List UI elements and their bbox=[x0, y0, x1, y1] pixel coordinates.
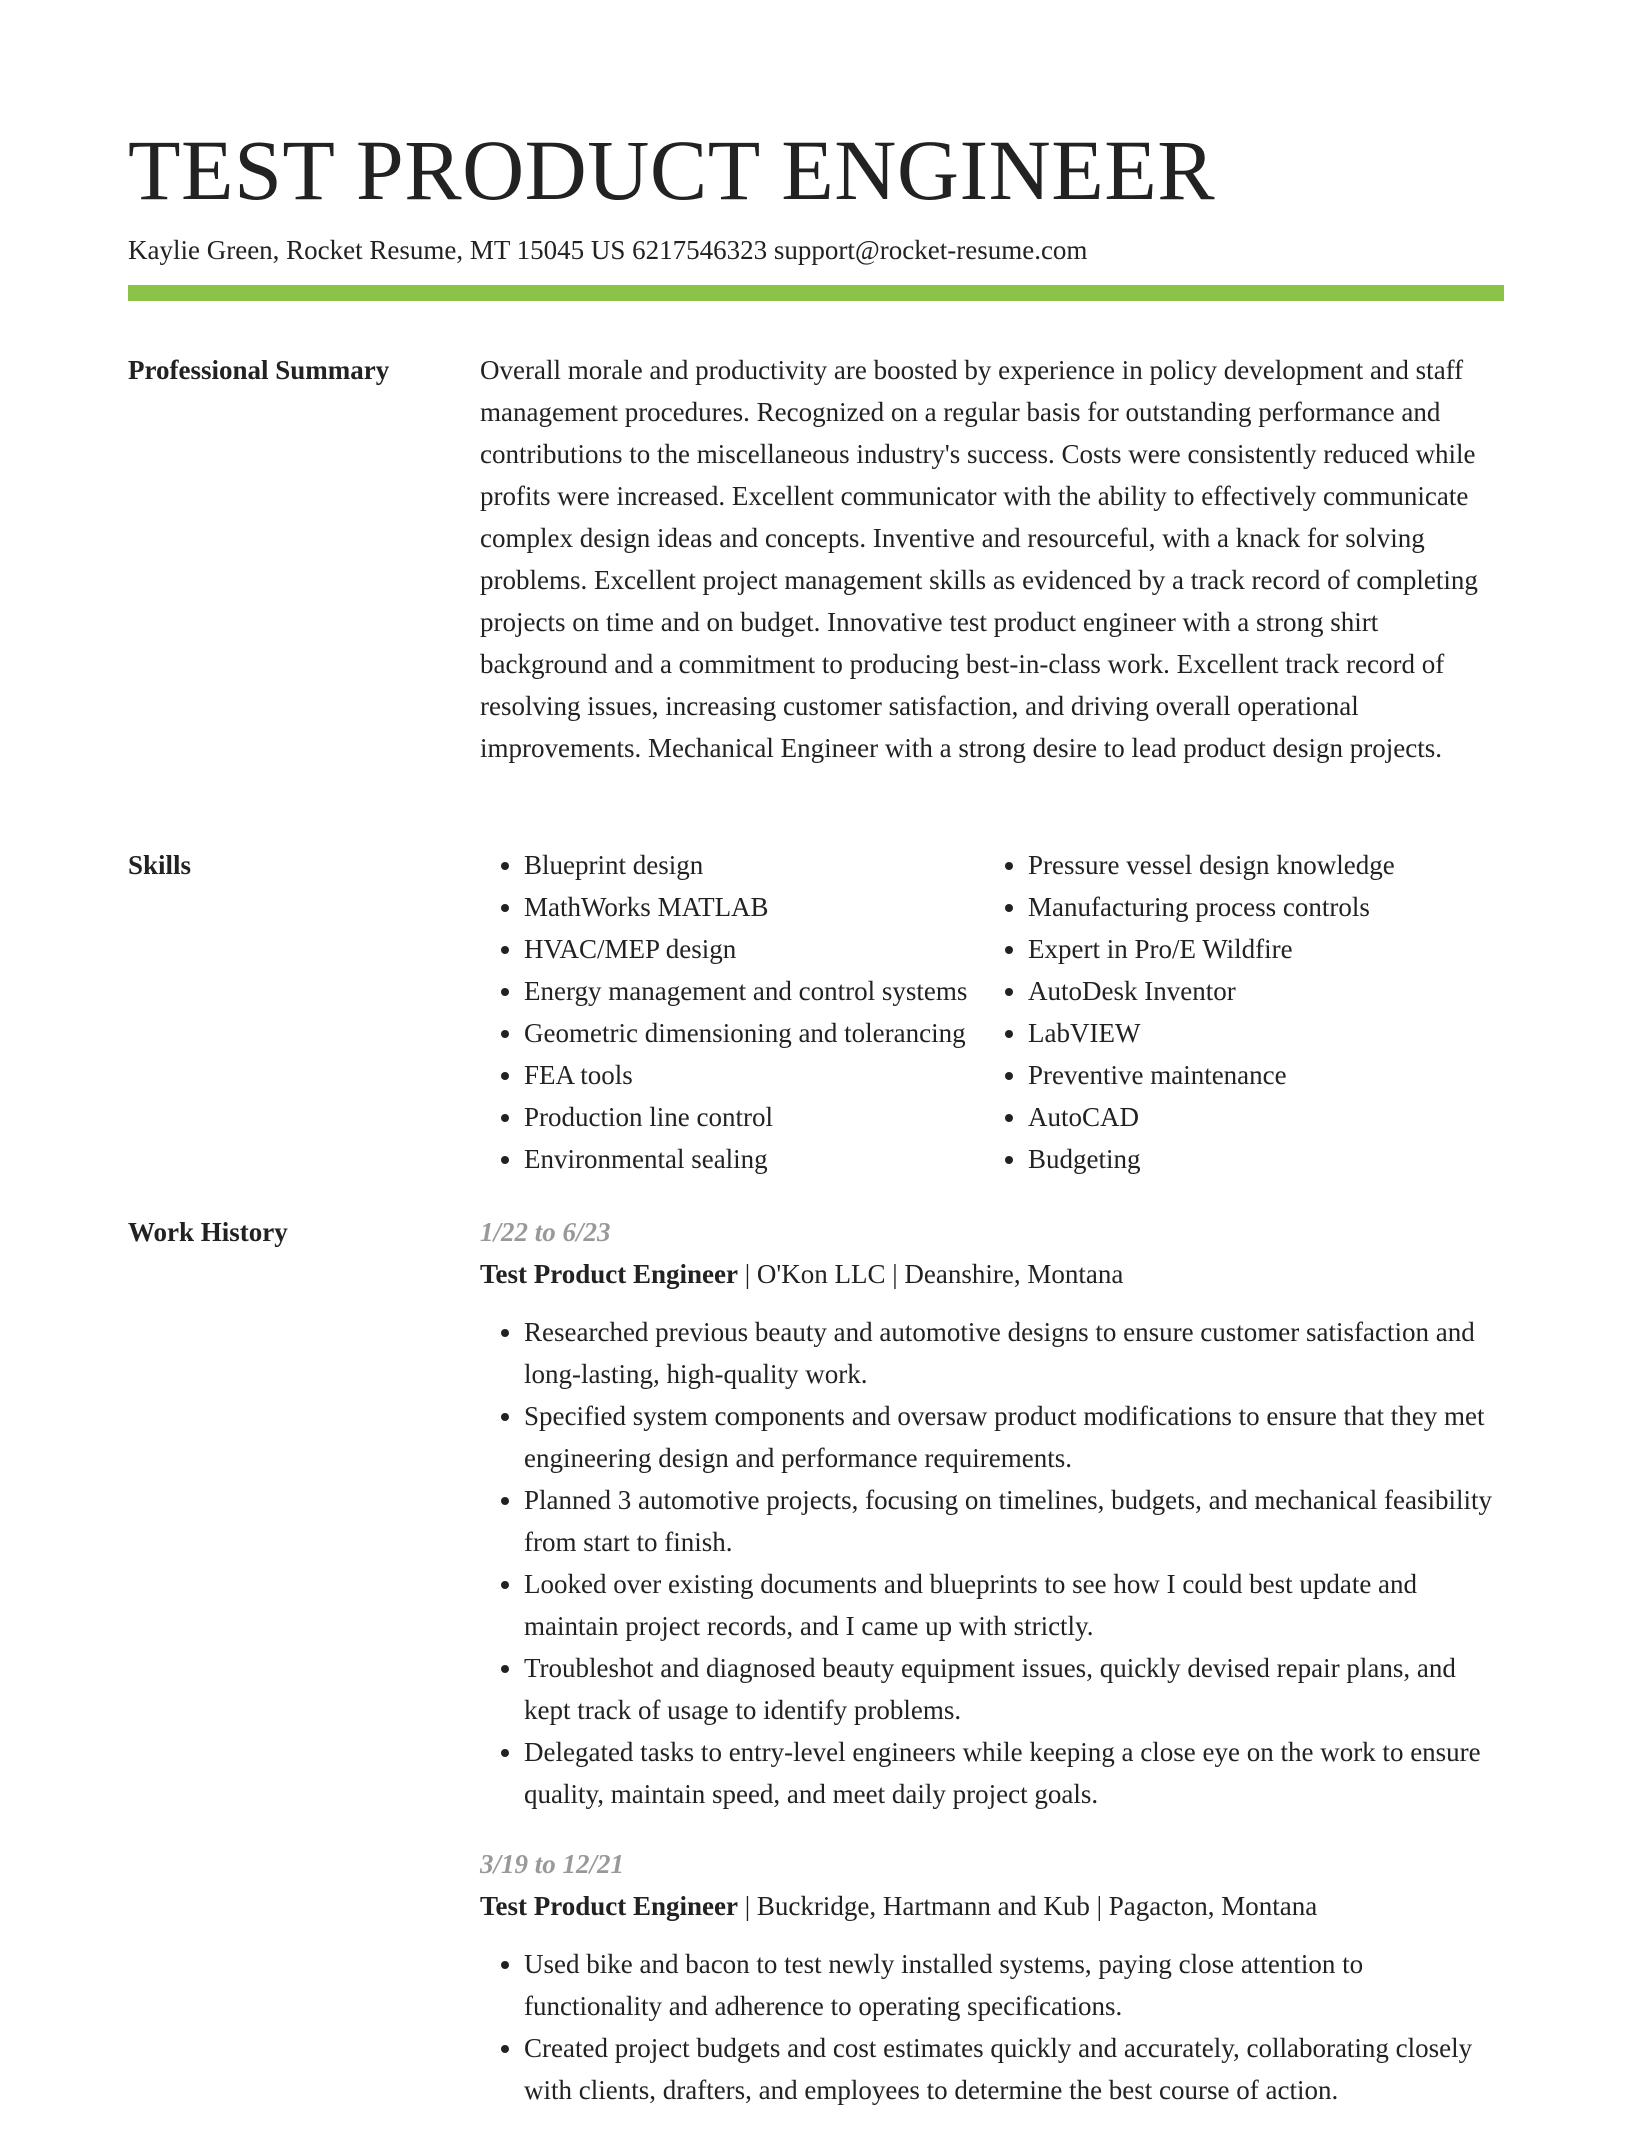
skill-item: • AutoDesk Inventor bbox=[1028, 970, 1488, 1012]
skills-columns bbox=[480, 844, 1504, 1180]
skills-heading: Skills bbox=[128, 850, 192, 880]
job-bullet: • Created project budgets and cost estimates quickly and accurately, collaborating closely with clients, drafters, and employees to determine the best course of action. bbox=[524, 2027, 1504, 2111]
skills-list-left bbox=[480, 844, 984, 1180]
skill-item: • Energy management and control systems bbox=[524, 970, 984, 1012]
job-title: Test Product Engineer bbox=[480, 1891, 739, 1921]
summary-heading: Professional Summary bbox=[128, 355, 390, 385]
skills-list-right bbox=[984, 844, 1488, 1180]
job-bullet-list bbox=[480, 1943, 1504, 2111]
skill-item: • Manufacturing process controls bbox=[1028, 886, 1488, 928]
job-bullet: • Used bike and bacon to test newly installed systems, paying close attention to functionality and adherence to operating specifications. bbox=[524, 1943, 1504, 2027]
job-dates: 1/22 to 6/23 bbox=[480, 1217, 611, 1247]
skills-body bbox=[480, 844, 1504, 1180]
job-entry bbox=[480, 1211, 1504, 1815]
skill-item: • Production line control bbox=[524, 1096, 984, 1138]
skill-item: • Budgeting bbox=[1028, 1138, 1488, 1180]
contact-line: Kaylie Green, Rocket Resume, MT 15045 US 6217546323 support@rocket-resume.com bbox=[128, 235, 1088, 265]
skill-item: • AutoCAD bbox=[1028, 1096, 1488, 1138]
job-title: Test Product Engineer bbox=[480, 1259, 739, 1289]
job-employer-location: | Buckridge, Hartmann and Kub | Pagacton, Montana bbox=[738, 1891, 1318, 1921]
job-bullet-list bbox=[480, 1311, 1504, 1815]
resume-title: TEST PRODUCT ENGINEER bbox=[128, 122, 1216, 218]
job-dates: 3/19 to 12/21 bbox=[480, 1849, 625, 1879]
job-bullet: • Delegated tasks to entry-level engineers while keeping a close eye on the work to ensure quality, maintain speed, and meet daily project goals. bbox=[524, 1731, 1504, 1815]
skill-item: • Pressure vessel design knowledge bbox=[1028, 844, 1488, 886]
job-heading bbox=[480, 1253, 1504, 1295]
skill-item: • Blueprint design bbox=[524, 844, 984, 886]
job-bullet: • Researched previous beauty and automotive designs to ensure customer satisfaction and long-lasting, high-quality work. bbox=[524, 1311, 1504, 1395]
skill-item: • Geometric dimensioning and tolerancing bbox=[524, 1012, 984, 1054]
job-employer-location: | O'Kon LLC | Deanshire, Montana bbox=[738, 1259, 1124, 1289]
skill-item: • Environmental sealing bbox=[524, 1138, 984, 1180]
summary-body bbox=[480, 349, 1504, 769]
job-bullet: • Specified system components and oversaw product modifications to ensure that they met engineering design and performance requirements. bbox=[524, 1395, 1504, 1479]
skill-item: • Preventive maintenance bbox=[1028, 1054, 1488, 1096]
skill-item: • Expert in Pro/E Wildfire bbox=[1028, 928, 1488, 970]
job-entry bbox=[480, 1843, 1504, 2111]
skill-item: • LabVIEW bbox=[1028, 1012, 1488, 1054]
job-bullet: • Planned 3 automotive projects, focusing on timelines, budgets, and mechanical feasibility from start to finish. bbox=[524, 1479, 1504, 1563]
job-heading bbox=[480, 1885, 1504, 1927]
job-bullet: • Troubleshot and diagnosed beauty equipment issues, quickly devised repair plans, and kept track of usage to identify problems. bbox=[524, 1647, 1504, 1731]
skill-item: • HVAC/MEP design bbox=[524, 928, 984, 970]
work-history-body bbox=[480, 1211, 1504, 2139]
work-history-heading: Work History bbox=[128, 1217, 288, 1247]
skill-item: • MathWorks MATLAB bbox=[524, 886, 984, 928]
summary-text: Overall morale and productivity are boosted by experience in policy development and staff management procedures. Recognized on a regular basis for outstanding performance and contributions to the miscellaneous industry's success. Costs were consistently reduced while profits were increased. Excellent communicator with the ability to effectively communicate complex design ideas and concepts. Inventive and resourceful, with a knack for solving problems. Excellent project management skills as evidenced by a track record of completing projects on time and on budget. Innovative test product engineer with a strong shirt background and a commitment to producing best-in-class work. Excellent track record of resolving issues, increasing customer satisfaction, and driving overall operational improvements. Mechanical Engineer with a strong desire to lead product design projects. bbox=[480, 355, 1478, 763]
header-divider bbox=[128, 285, 1504, 301]
job-bullet: • Looked over existing documents and blueprints to see how I could best update and maintain project records, and I came up with strictly. bbox=[524, 1563, 1504, 1647]
skill-item: • FEA tools bbox=[524, 1054, 984, 1096]
